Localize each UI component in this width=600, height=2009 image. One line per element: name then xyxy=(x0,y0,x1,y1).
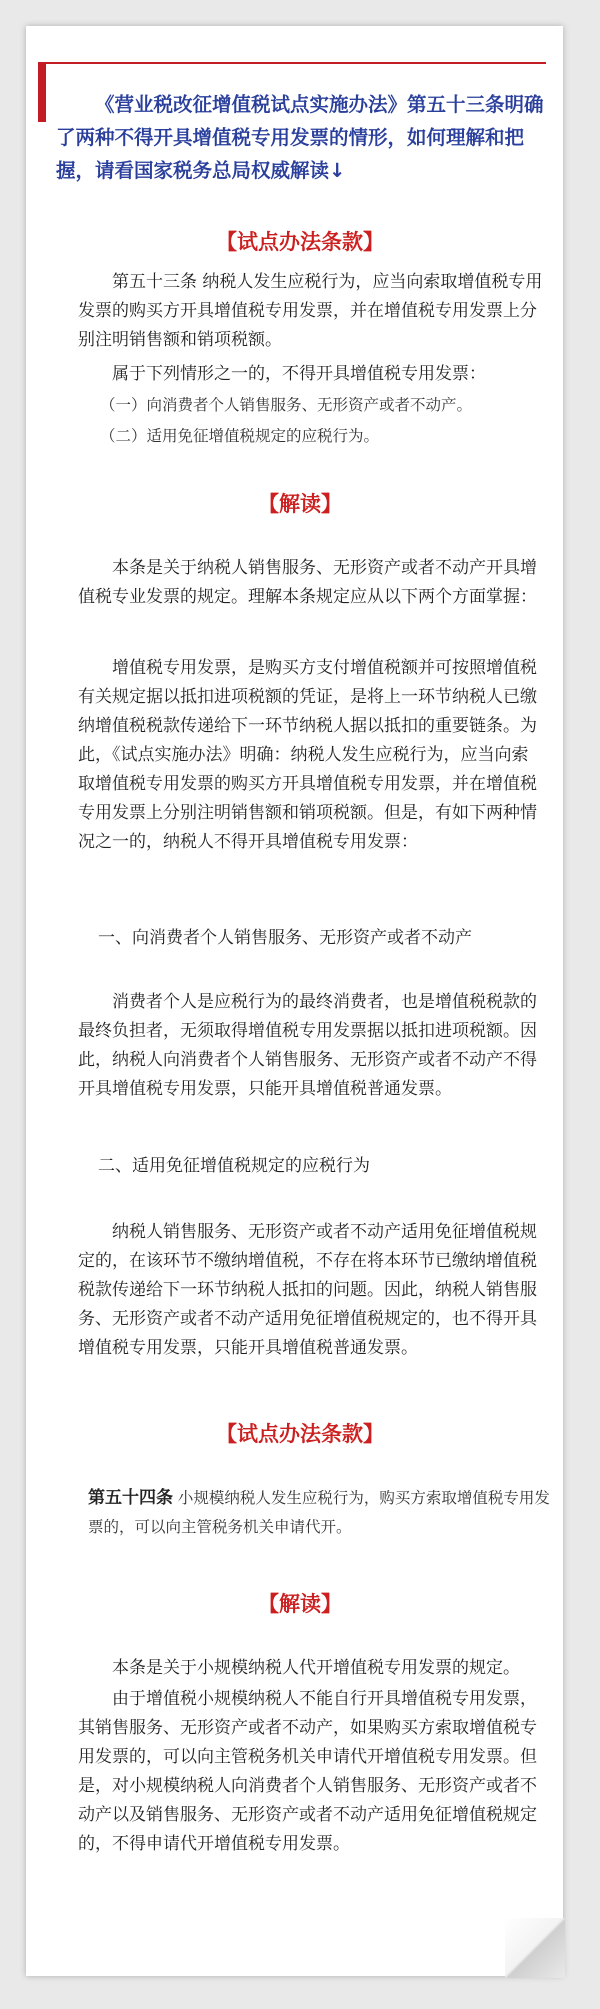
article-53-text: 第五十三条 纳税人发生应税行为，应当向索取增值税专用发票的购买方开具增值税专用发票，并在增值税专用发票上分别注明销售额和销项税额。 xyxy=(78,272,543,350)
interp2-paragraph-2: 由于增值税小规模纳税人不能自行开具增值税专用发票，其销售服务、无形资产或者不动产，如果购买方索取增值税专用发票的，可以向主管税务机关申请代开增值税专用发票。但是，对小规模纳税人向消费者个人销售服务、无形资产或者不动产以及销售服务、无形资产或者不动产适用免征增值税规定的，不得申请代开增值税专用发票。 xyxy=(78,1689,537,1854)
condition-text: 属于下列情形之一的，不得开具增值税专用发票： xyxy=(112,364,486,384)
section-title-interpretation: 【解读】 xyxy=(258,492,342,516)
accent-bar xyxy=(38,62,46,122)
interp2-paragraph-1: 本条是关于小规模纳税人代开增值税专用发票的规定。 xyxy=(112,1658,520,1678)
list-item-1: （一）向消费者个人销售服务、无形资产或者不动产。 xyxy=(100,396,473,414)
interp-paragraph-2: 增值税专用发票，是购买方支付增值税额并可按照增值税有关规定据以抵扣进项税额的凭证，是将上一环节纳税人已缴纳增值税税款传递给下一环节纳税人据以抵扣的重要链条。为此，《试点实施办法》明确：纳税人发生应税行为，应当向索取增值税专用发票的购买方开具增值税专用发票，并在增值税专用发票上分别注明销售额和销项税额。但是，有如下两种情况之一的，纳税人不得开具增值税专用发票： xyxy=(78,658,537,852)
interp-paragraph-1: 本条是关于纳税人销售服务、无形资产或者不动产开具增值税专业发票的规定。理解本条规定应从以下两个方面掌握： xyxy=(78,558,537,607)
intro-paragraph: 《营业税改征增值税试点实施办法》第五十三条明确了两种不得开具增值税专用发票的情形，如何理解和把握，请看国家税务总局权威解读↓ xyxy=(56,93,544,182)
top-rule xyxy=(46,62,546,64)
article-54-body: 小规模纳税人发生应税行为，购买方索取增值税专用发票的，可以向主管税务机关申请代开。 xyxy=(88,1489,550,1536)
article-54-text xyxy=(88,1484,553,1542)
section-title-clause-2: 【试点办法条款】 xyxy=(216,1422,384,1446)
interp-heading-2: 二、适用免征增值税规定的应税行为 xyxy=(98,1156,370,1176)
list-item-2: （二）适用免征增值税规定的应税行为。 xyxy=(100,427,380,445)
section-title-interpretation-2: 【解读】 xyxy=(258,1592,342,1616)
section-title-clause: 【试点办法条款】 xyxy=(216,230,384,254)
interp-paragraph-4: 纳税人销售服务、无形资产或者不动产适用免征增值税规定的，在该环节不缴纳增值税，不存在将本环节已缴纳增值税税款传递给下一环节纳税人抵扣的问题。因此，纳税人销售服务、无形资产或者不动产适用免征增值税规定的，也不得开具增值税专用发票，只能开具增值税普通发票。 xyxy=(78,1222,537,1358)
interp-paragraph-3: 消费者个人是应税行为的最终消费者，也是增值税税款的最终负担者，无须取得增值税专用发票据以抵扣进项税额。因此，纳税人向消费者个人销售服务、无形资产或者不动产不得开具增值税专用发票，只能开具增值税普通发票。 xyxy=(78,992,537,1099)
interp-heading-1: 一、向消费者个人销售服务、无形资产或者不动产 xyxy=(98,928,472,948)
article-54-lead: 第五十四条 xyxy=(88,1488,173,1508)
